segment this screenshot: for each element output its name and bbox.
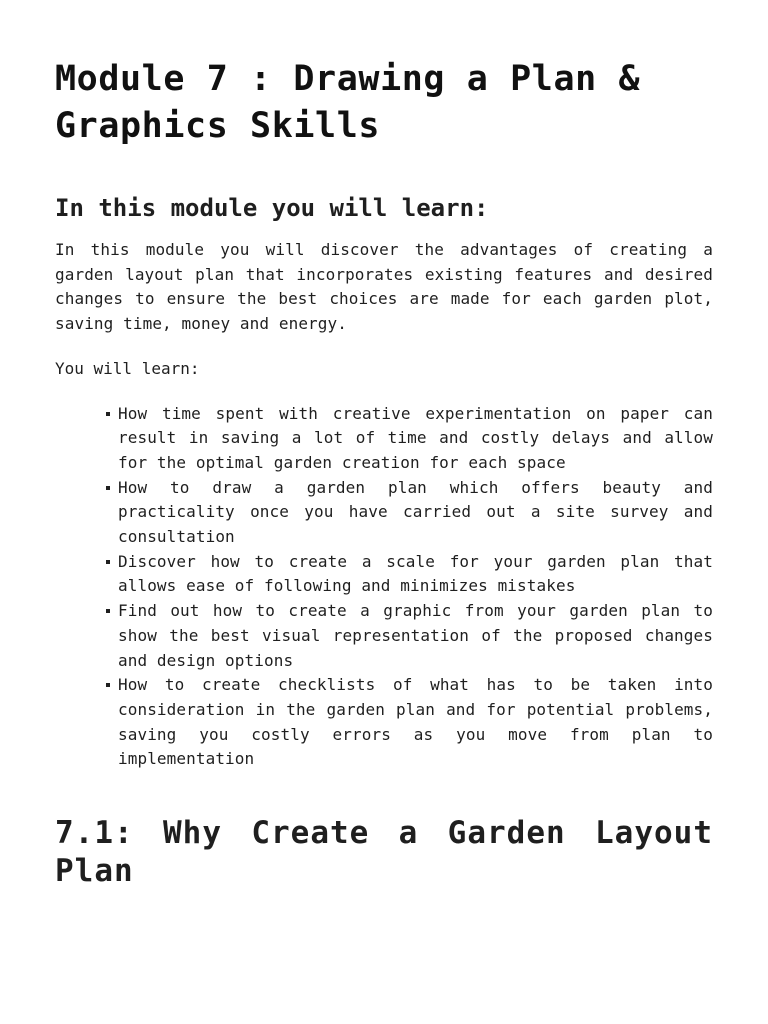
square-bullet-icon: [106, 486, 110, 490]
learn-list-item: [118, 476, 713, 550]
learn-list-item: [118, 599, 713, 673]
learn-list-item-text: Discover how to create a scale for your garden plan that allows ease of following and minimizes mistakes: [118, 551, 713, 596]
section-heading: 7.1: Why Create a Garden Layout Plan: [55, 815, 713, 890]
square-bullet-icon: [106, 609, 110, 613]
intro-paragraph: In this module you will discover the advantages of creating a garden layout plan that incorporates existing features and desired changes to ensure the best choices are made for each garden plot, saving time, money and energy.: [55, 240, 713, 334]
learn-list-item: [118, 673, 713, 772]
learn-list-item: [118, 550, 713, 599]
learn-list-item-text: How to draw a garden plan which offers beauty and practicality once you have carried out a site survey and consultation: [118, 477, 713, 547]
learn-list-item-text: How time spent with creative experimentation on paper can result in saving a lot of time and costly delays and allow for the optimal garden creation for each space: [118, 403, 713, 472]
learn-lead: You will learn:: [55, 358, 200, 378]
learn-list-item: [118, 402, 713, 476]
square-bullet-icon: [106, 412, 110, 416]
learn-list-item-text: Find out how to create a graphic from your garden plan to show the best visual representation of the proposed changes and design options: [118, 601, 713, 670]
learn-list-item-text: How to create checklists of what has to be taken into consideration in the garden plan and for potential problems, saving you costly errors as you move from plan to implementation: [118, 675, 713, 769]
square-bullet-icon: [106, 683, 110, 687]
square-bullet-icon: [106, 560, 110, 564]
learn-list: [55, 402, 713, 773]
learn-subtitle: In this module you will learn:: [55, 194, 489, 222]
module-title: Module 7 : Drawing a Plan & Graphics Skills: [55, 59, 641, 146]
